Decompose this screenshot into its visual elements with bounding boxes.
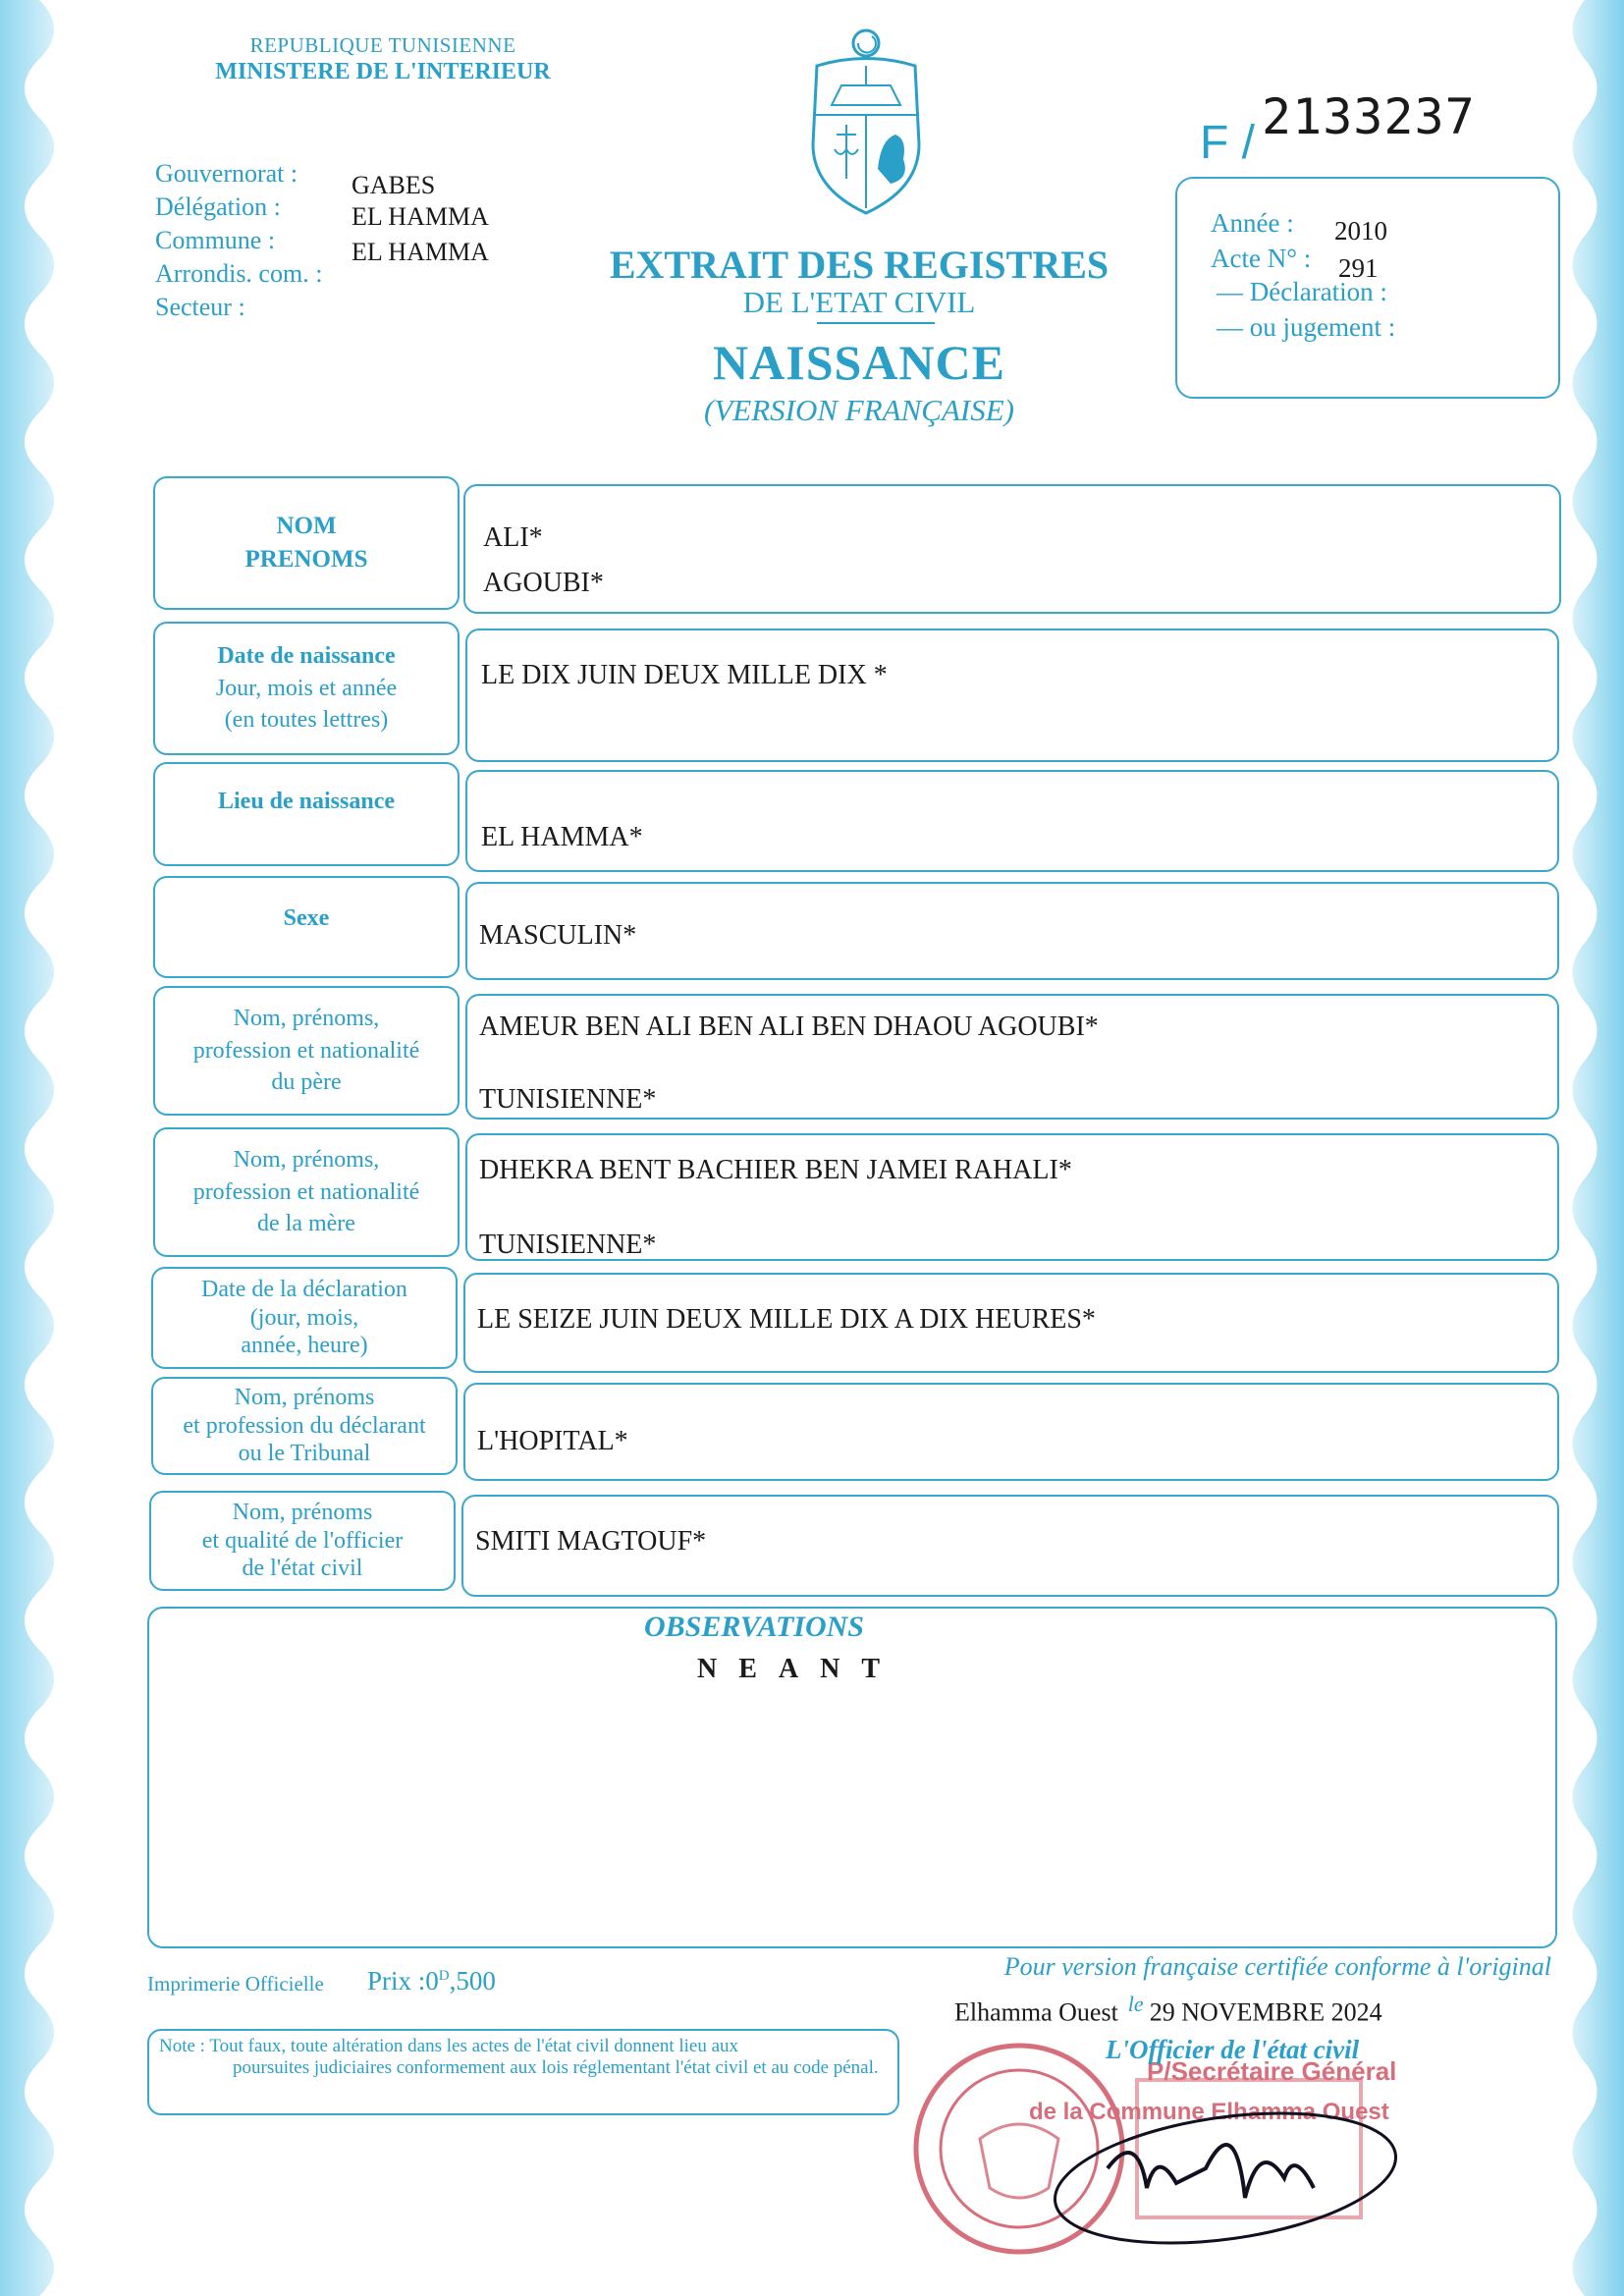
right-wavy-border	[1555, 0, 1624, 2296]
lieu-naissance-label: Lieu de naissance	[217, 788, 396, 814]
date-naissance-label-box	[153, 622, 460, 755]
officier-label-box	[149, 1491, 456, 1591]
mere-label-box	[153, 1127, 460, 1257]
mere-label-2: profession et nationalité	[192, 1178, 420, 1205]
certification-text: Pour version française certifiée conforme à l'original	[1003, 1952, 1551, 1981]
nom-prenoms-value-box	[463, 484, 1561, 614]
place-value: Elhamma Ouest	[954, 1997, 1118, 2027]
sexe-label-box	[153, 876, 460, 978]
nom-label: NOM	[276, 513, 337, 540]
jugement-label: — ou jugement :	[1217, 312, 1396, 342]
declarant-label-2: et profession du déclarant	[183, 1412, 426, 1439]
date-declaration-label-1: Date de la déclaration	[201, 1276, 407, 1302]
title-naissance: NAISSANCE	[713, 335, 1005, 390]
officier-label-1: Nom, prénoms	[232, 1499, 373, 1525]
pere-label-1: Nom, prénoms,	[233, 1006, 380, 1032]
prix-unit: D	[438, 1968, 450, 1984]
delegation-value: EL HAMMA	[352, 202, 489, 231]
prenoms-value: AGOUBI*	[483, 568, 604, 598]
acte-info-box	[1175, 177, 1560, 399]
arrondissement-label: Arrondis. com. :	[155, 259, 323, 288]
acte-number-label: Acte N° :	[1211, 244, 1312, 273]
annee-value: 2010	[1334, 216, 1387, 246]
prix	[367, 1966, 496, 1996]
title-etat-civil: DE L'ETAT CIVIL	[742, 285, 976, 319]
officier-value: SMITI MAGTOUF*	[475, 1526, 707, 1557]
pere-name-value: AMEUR BEN ALI BEN ALI BEN DHAOU AGOUBI*	[479, 1011, 1099, 1042]
title-version: (VERSION FRANÇAISE)	[704, 393, 1014, 427]
date-naissance-label: Date de naissance	[217, 643, 396, 670]
pere-nationality-value: TUNISIENNE*	[479, 1084, 657, 1115]
declarant-label-box	[151, 1377, 458, 1475]
declarant-label-1: Nom, prénoms	[234, 1384, 375, 1410]
gouvernorat-label: Gouvernorat :	[155, 159, 298, 188]
gouvernorat-value: GABES	[352, 171, 436, 199]
republic-heading: REPUBLIQUE TUNISIENNE	[249, 33, 516, 57]
le-label: le	[1127, 1992, 1144, 2016]
legal-note-box	[147, 2029, 899, 2115]
observations-title: OBSERVATIONS	[644, 1611, 864, 1643]
pere-label-3: du père	[271, 1069, 342, 1096]
serial-number: 2133237	[1262, 88, 1476, 145]
date-naissance-sublabel: Jour, mois et année	[215, 675, 398, 701]
mere-nationality-value: TUNISIENNE*	[479, 1230, 657, 1260]
ministry-heading: MINISTERE DE L'INTERIEUR	[215, 59, 551, 84]
date-naissance-value-box	[465, 629, 1559, 762]
date-naissance-sublabel-2: (en toutes lettres)	[224, 707, 389, 734]
serial-prefix: F /	[1200, 117, 1255, 169]
prix-prefix: Prix :0	[367, 1966, 439, 1995]
mere-label-3: de la mère	[257, 1211, 355, 1237]
commune-label: Commune :	[155, 226, 276, 254]
acte-number-value: 291	[1338, 253, 1379, 283]
left-wavy-border	[0, 0, 79, 2296]
coat-of-arms-icon	[797, 22, 935, 228]
declarant-value: L'HOPITAL*	[477, 1426, 628, 1456]
stamp-line-1: P/Secrétaire Général	[1147, 2056, 1397, 2086]
title-divider	[817, 322, 935, 324]
annee-label: Année :	[1211, 208, 1294, 238]
sexe-label: Sexe	[283, 904, 330, 931]
date-naissance-value: LE DIX JUIN DEUX MILLE DIX *	[481, 660, 888, 690]
date-declaration-label-3: année, heure)	[241, 1333, 368, 1359]
declaration-label: — Déclaration :	[1217, 277, 1387, 306]
officier-label-3: de l'état civil	[242, 1556, 363, 1582]
prenoms-label: PRENOMS	[244, 546, 368, 573]
lieu-naissance-value-box	[465, 770, 1559, 872]
title-extrait: EXTRAIT DES REGISTRES	[609, 243, 1110, 287]
sexe-value: MASCULIN*	[479, 920, 637, 951]
date-declaration-label-2: (jour, mois,	[249, 1304, 359, 1331]
commune-value: EL HAMMA	[352, 238, 489, 266]
mere-name-value: DHEKRA BENT BACHIER BEN JAMEI RAHALI*	[479, 1155, 1072, 1185]
imprimerie-label: Imprimerie Officielle	[147, 1972, 324, 1995]
legal-note-lead: Note : Tout faux, toute altération dans les actes de l'état civil donnent lieu aux	[159, 2036, 739, 2056]
delegation-label: Délégation :	[155, 192, 281, 221]
date-declaration-value: LE SEIZE JUIN DEUX MILLE DIX A DIX HEURES*	[477, 1304, 1096, 1335]
declarant-label-3: ou le Tribunal	[238, 1441, 371, 1467]
officier-label-2: et qualité de l'officier	[201, 1527, 404, 1554]
issue-date: 29 NOVEMBRE 2024	[1149, 1997, 1382, 2027]
pere-label-box	[153, 986, 460, 1116]
observations-value: NEANT	[697, 1654, 902, 1684]
lieu-naissance-label-box	[153, 762, 460, 866]
lieu-naissance-value: EL HAMMA*	[481, 822, 643, 852]
legal-note-rest: poursuites judiciaires conformement aux lois réglementant l'état civil et au code pénal.	[233, 2056, 879, 2078]
prix-suffix: ,500	[449, 1966, 496, 1995]
officier-signature-title: L'Officier de l'état civil	[1106, 2035, 1360, 2064]
nom-value: ALI*	[483, 522, 543, 553]
mere-label-1: Nom, prénoms,	[233, 1147, 380, 1174]
date-declaration-label-box	[151, 1267, 458, 1369]
secteur-label: Secteur :	[155, 293, 245, 321]
stamp-line-2: de la Commune Elhamma Ouest	[1029, 2099, 1389, 2125]
pere-label-2: profession et nationalité	[192, 1037, 420, 1064]
nom-prenoms-label-box	[153, 476, 460, 610]
